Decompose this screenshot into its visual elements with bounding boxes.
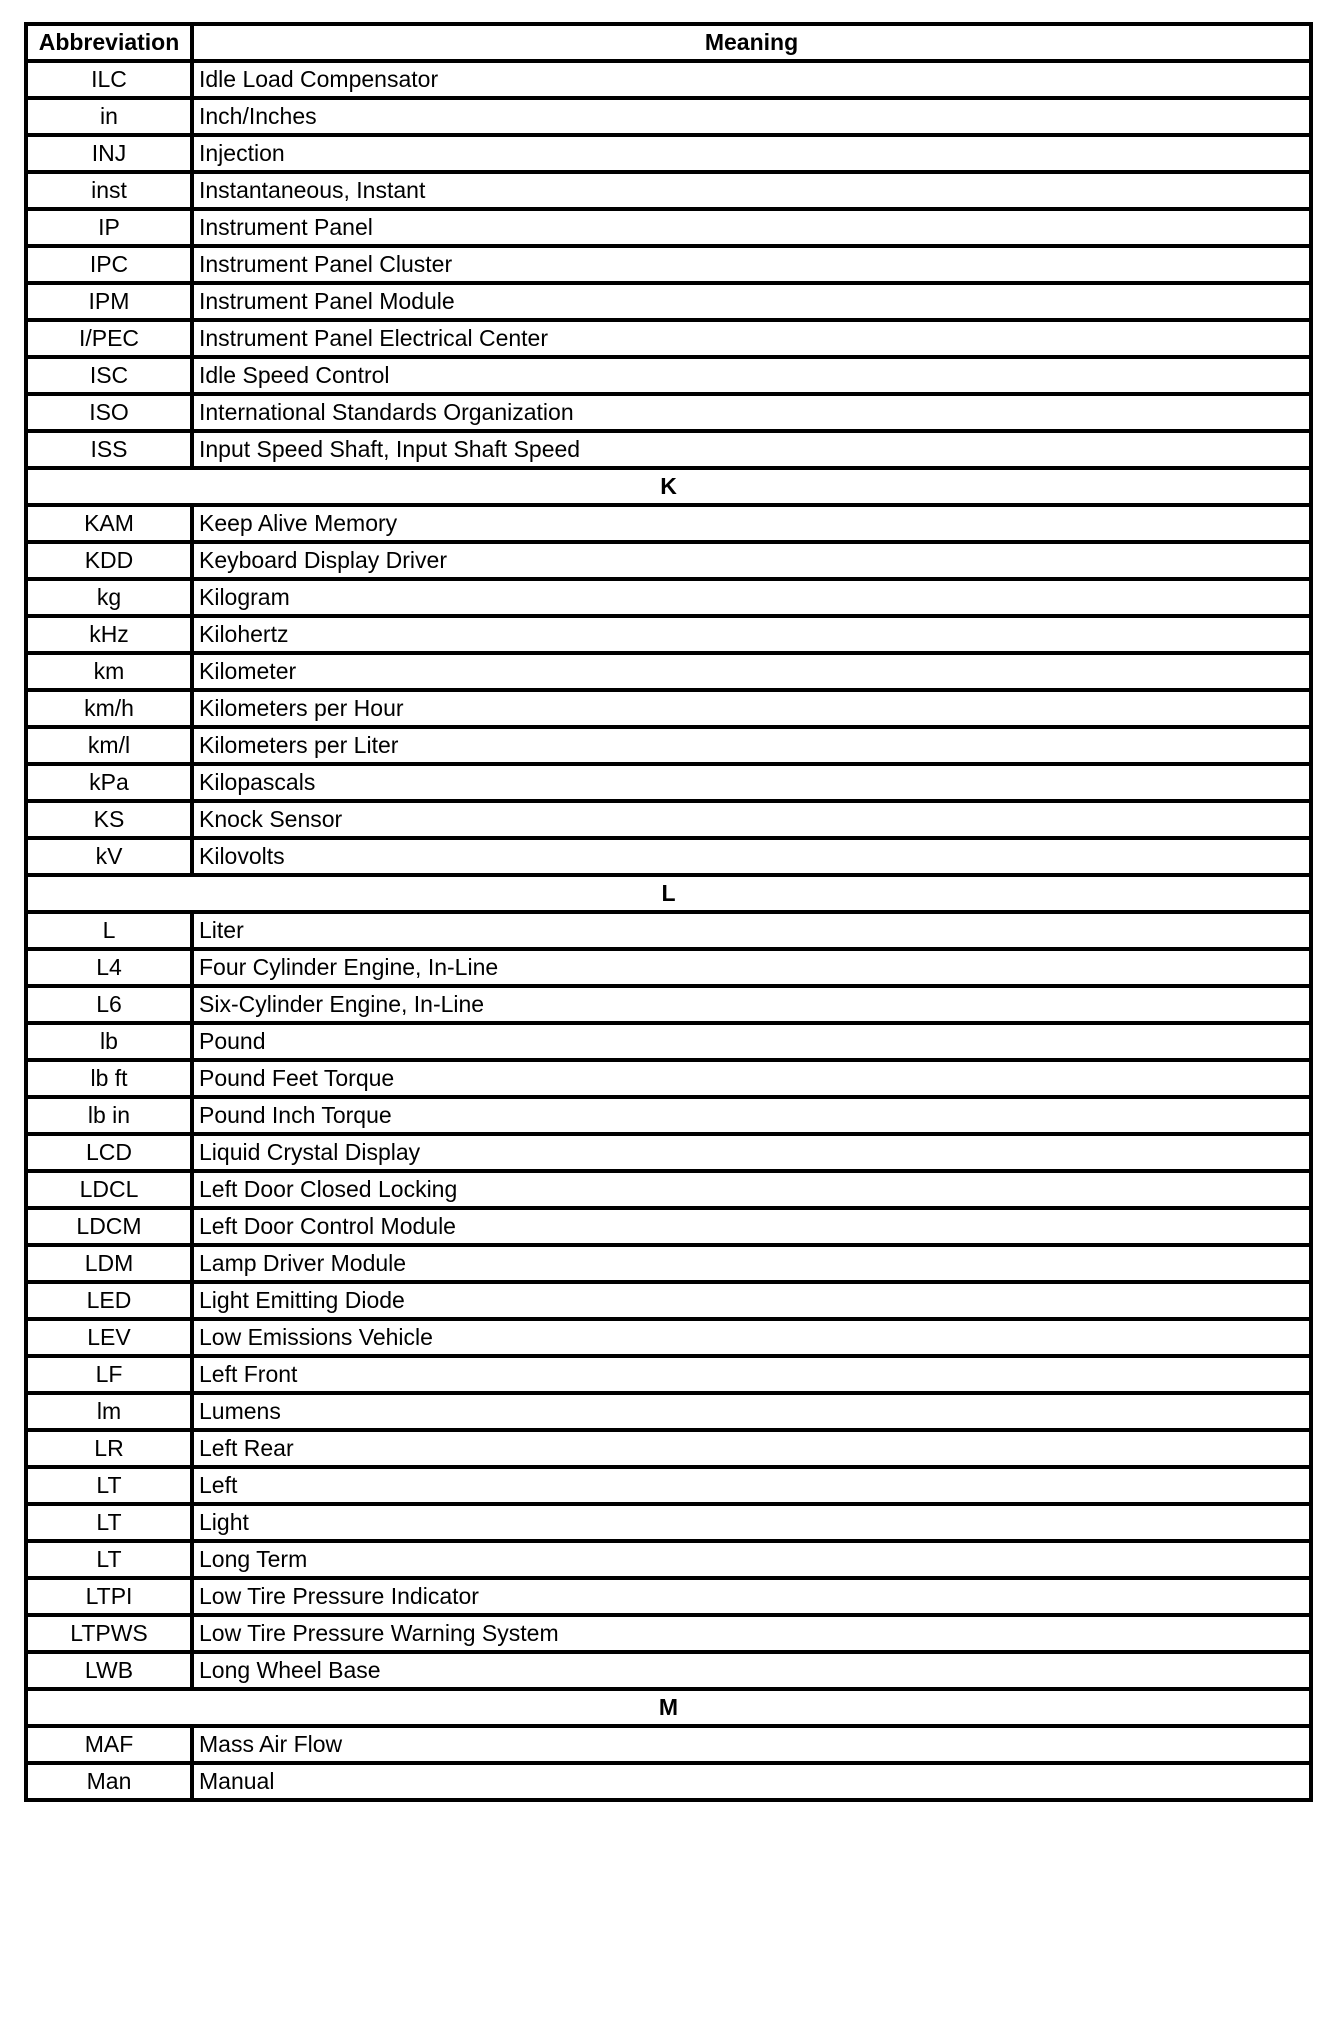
meaning-cell: Left Front bbox=[192, 1356, 1311, 1393]
table-row bbox=[26, 616, 1311, 653]
abbreviation-cell: IPC bbox=[26, 246, 192, 283]
meaning-cell: Liter bbox=[192, 912, 1311, 949]
abbreviation-cell: LWB bbox=[26, 1652, 192, 1689]
meaning-cell: Light bbox=[192, 1504, 1311, 1541]
meaning-cell: Input Speed Shaft, Input Shaft Speed bbox=[192, 431, 1311, 468]
table-row bbox=[26, 209, 1311, 246]
abbreviation-cell: LT bbox=[26, 1541, 192, 1578]
meaning-cell: Pound bbox=[192, 1023, 1311, 1060]
abbreviation-cell: lm bbox=[26, 1393, 192, 1430]
meaning-cell: Keyboard Display Driver bbox=[192, 542, 1311, 579]
table-row bbox=[26, 172, 1311, 209]
meaning-cell: Six-Cylinder Engine, In-Line bbox=[192, 986, 1311, 1023]
table-row bbox=[26, 1060, 1311, 1097]
table-row bbox=[26, 1467, 1311, 1504]
meaning-cell: Mass Air Flow bbox=[192, 1726, 1311, 1763]
abbreviation-cell: MAF bbox=[26, 1726, 192, 1763]
table-row bbox=[26, 394, 1311, 431]
table-row bbox=[26, 1393, 1311, 1430]
meaning-cell: Instrument Panel bbox=[192, 209, 1311, 246]
table-row bbox=[26, 357, 1311, 394]
meaning-cell: Lamp Driver Module bbox=[192, 1245, 1311, 1282]
abbreviation-cell: LDCM bbox=[26, 1208, 192, 1245]
table-row bbox=[26, 98, 1311, 135]
abbreviation-cell: INJ bbox=[26, 135, 192, 172]
table-row bbox=[26, 1245, 1311, 1282]
meaning-cell: Instrument Panel Electrical Center bbox=[192, 320, 1311, 357]
meaning-cell: Long Term bbox=[192, 1541, 1311, 1578]
abbreviation-cell: LTPI bbox=[26, 1578, 192, 1615]
abbreviation-cell: LT bbox=[26, 1467, 192, 1504]
table-row bbox=[26, 838, 1311, 875]
meaning-cell: Kilometers per Hour bbox=[192, 690, 1311, 727]
table-header-row bbox=[26, 24, 1311, 61]
meaning-cell: Left Door Closed Locking bbox=[192, 1171, 1311, 1208]
table-row bbox=[26, 801, 1311, 838]
table-row bbox=[26, 949, 1311, 986]
section-letter: M bbox=[26, 1689, 1311, 1726]
table-row bbox=[26, 246, 1311, 283]
abbreviation-column-header: Abbreviation bbox=[26, 24, 192, 61]
abbreviation-cell: km bbox=[26, 653, 192, 690]
meaning-cell: Left bbox=[192, 1467, 1311, 1504]
meaning-cell: Kilometers per Liter bbox=[192, 727, 1311, 764]
meaning-cell: Kilopascals bbox=[192, 764, 1311, 801]
table-row bbox=[26, 1652, 1311, 1689]
meaning-cell: Injection bbox=[192, 135, 1311, 172]
abbreviation-cell: km/l bbox=[26, 727, 192, 764]
abbreviation-cell: in bbox=[26, 98, 192, 135]
table-row bbox=[26, 1356, 1311, 1393]
meaning-cell: Instrument Panel Module bbox=[192, 283, 1311, 320]
abbreviation-cell: L4 bbox=[26, 949, 192, 986]
abbreviation-cell: ILC bbox=[26, 61, 192, 98]
abbreviation-cell: kPa bbox=[26, 764, 192, 801]
abbreviation-cell: kg bbox=[26, 579, 192, 616]
meaning-cell: Keep Alive Memory bbox=[192, 505, 1311, 542]
meaning-cell: Four Cylinder Engine, In-Line bbox=[192, 949, 1311, 986]
abbreviation-cell: LF bbox=[26, 1356, 192, 1393]
meaning-cell: International Standards Organization bbox=[192, 394, 1311, 431]
table-row bbox=[26, 727, 1311, 764]
meaning-cell: Knock Sensor bbox=[192, 801, 1311, 838]
table-row bbox=[26, 320, 1311, 357]
table-row bbox=[26, 1282, 1311, 1319]
abbreviation-cell: ISO bbox=[26, 394, 192, 431]
abbreviation-cell: IP bbox=[26, 209, 192, 246]
abbreviation-cell: LTPWS bbox=[26, 1615, 192, 1652]
meaning-cell: Light Emitting Diode bbox=[192, 1282, 1311, 1319]
section-header-row bbox=[26, 1689, 1311, 1726]
meaning-column-header: Meaning bbox=[192, 24, 1311, 61]
table-row bbox=[26, 135, 1311, 172]
abbreviation-cell: lb bbox=[26, 1023, 192, 1060]
abbreviation-cell: KDD bbox=[26, 542, 192, 579]
abbreviation-cell: lb ft bbox=[26, 1060, 192, 1097]
meaning-cell: Kilovolts bbox=[192, 838, 1311, 875]
abbreviation-cell: LEV bbox=[26, 1319, 192, 1356]
meaning-cell: Inch/Inches bbox=[192, 98, 1311, 135]
abbreviation-cell: LR bbox=[26, 1430, 192, 1467]
abbreviation-cell: LED bbox=[26, 1282, 192, 1319]
meaning-cell: Low Tire Pressure Indicator bbox=[192, 1578, 1311, 1615]
abbreviation-cell: ISC bbox=[26, 357, 192, 394]
abbreviation-cell: ISS bbox=[26, 431, 192, 468]
meaning-cell: Liquid Crystal Display bbox=[192, 1134, 1311, 1171]
abbreviation-cell: km/h bbox=[26, 690, 192, 727]
table-row bbox=[26, 1541, 1311, 1578]
table-row bbox=[26, 283, 1311, 320]
table-row bbox=[26, 1430, 1311, 1467]
table-row bbox=[26, 1208, 1311, 1245]
abbreviation-cell: LDM bbox=[26, 1245, 192, 1282]
meaning-cell: Manual bbox=[192, 1763, 1311, 1800]
section-header-row bbox=[26, 875, 1311, 912]
table-body bbox=[26, 61, 1311, 1800]
table-row bbox=[26, 542, 1311, 579]
abbreviation-cell: L bbox=[26, 912, 192, 949]
table-row bbox=[26, 579, 1311, 616]
abbreviation-cell: inst bbox=[26, 172, 192, 209]
table-row bbox=[26, 986, 1311, 1023]
table-row bbox=[26, 61, 1311, 98]
meaning-cell: Pound Inch Torque bbox=[192, 1097, 1311, 1134]
abbreviation-cell: kHz bbox=[26, 616, 192, 653]
table-row bbox=[26, 1134, 1311, 1171]
meaning-cell: Idle Speed Control bbox=[192, 357, 1311, 394]
table-row bbox=[26, 690, 1311, 727]
abbreviation-cell: I/PEC bbox=[26, 320, 192, 357]
section-header-row bbox=[26, 468, 1311, 505]
table-row bbox=[26, 1578, 1311, 1615]
table-row bbox=[26, 1023, 1311, 1060]
table-row bbox=[26, 505, 1311, 542]
abbreviation-table bbox=[24, 22, 1313, 1802]
meaning-cell: Instantaneous, Instant bbox=[192, 172, 1311, 209]
meaning-cell: Long Wheel Base bbox=[192, 1652, 1311, 1689]
table-row bbox=[26, 431, 1311, 468]
table-row bbox=[26, 1615, 1311, 1652]
abbreviation-cell: Man bbox=[26, 1763, 192, 1800]
meaning-cell: Kilometer bbox=[192, 653, 1311, 690]
abbreviation-cell: L6 bbox=[26, 986, 192, 1023]
abbreviation-cell: LCD bbox=[26, 1134, 192, 1171]
table-row bbox=[26, 1504, 1311, 1541]
table-row bbox=[26, 1319, 1311, 1356]
meaning-cell: Kilogram bbox=[192, 579, 1311, 616]
table-row bbox=[26, 653, 1311, 690]
meaning-cell: Idle Load Compensator bbox=[192, 61, 1311, 98]
abbreviation-cell: LT bbox=[26, 1504, 192, 1541]
meaning-cell: Kilohertz bbox=[192, 616, 1311, 653]
meaning-cell: Pound Feet Torque bbox=[192, 1060, 1311, 1097]
section-letter: K bbox=[26, 468, 1311, 505]
table-row bbox=[26, 1171, 1311, 1208]
meaning-cell: Lumens bbox=[192, 1393, 1311, 1430]
abbreviation-cell: kV bbox=[26, 838, 192, 875]
table-row bbox=[26, 912, 1311, 949]
table-row bbox=[26, 1097, 1311, 1134]
meaning-cell: Low Emissions Vehicle bbox=[192, 1319, 1311, 1356]
abbreviation-cell: IPM bbox=[26, 283, 192, 320]
abbreviation-cell: LDCL bbox=[26, 1171, 192, 1208]
abbreviation-cell: KS bbox=[26, 801, 192, 838]
section-letter: L bbox=[26, 875, 1311, 912]
abbreviation-cell: lb in bbox=[26, 1097, 192, 1134]
meaning-cell: Instrument Panel Cluster bbox=[192, 246, 1311, 283]
abbreviation-cell: KAM bbox=[26, 505, 192, 542]
meaning-cell: Low Tire Pressure Warning System bbox=[192, 1615, 1311, 1652]
table-row bbox=[26, 1763, 1311, 1800]
table-row bbox=[26, 764, 1311, 801]
meaning-cell: Left Door Control Module bbox=[192, 1208, 1311, 1245]
meaning-cell: Left Rear bbox=[192, 1430, 1311, 1467]
table-row bbox=[26, 1726, 1311, 1763]
